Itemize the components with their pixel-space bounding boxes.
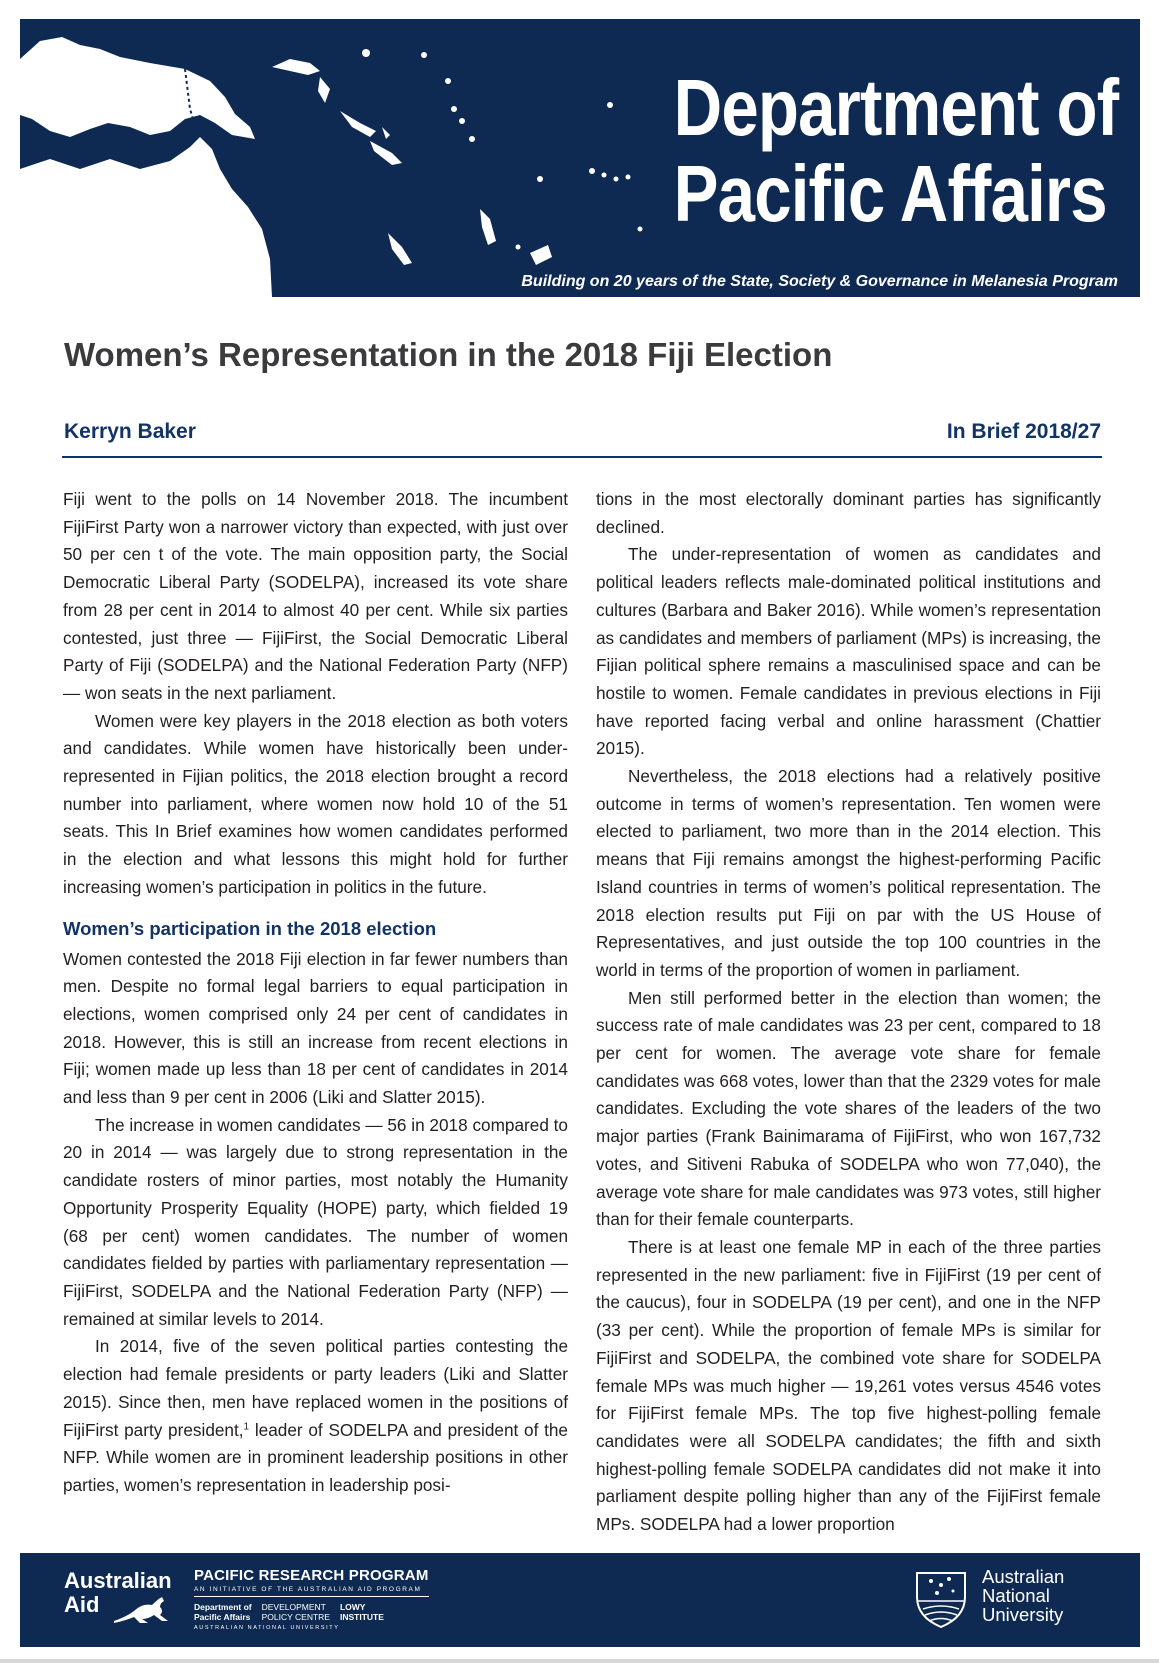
paragraph: There is at least one female MP in each of the three parties represented in the new parliament: five in FijiFirst (19 per cent of the caucus), four in SODELPA (19 per cent), and one in the NFP (33 per cent). While the proportion of female MPs is similar for FijiFirst and SODELPA, the combined vote share for SODELPA female MPs was much higher — 19,261 votes versus 4546 votes for FijiFirst female MPs. The top five highest-polling female candidates were all SODELPA candidates; the fifth and sixth highest-polling female SODELPA candidates did not make it into parliament despite polling higher than any of the FijiFirst female MPs. SODELPA had a lower proportion — [596, 1236, 1101, 1535]
document-title: Women’s Representation in the 2018 Fiji Election — [64, 336, 833, 373]
pacific-research-program-logo — [194, 1567, 429, 1631]
footer-banner — [20, 1553, 1140, 1647]
left-column — [63, 486, 568, 1500]
paragraph: The increase in women candidates — 56 in 2018 compared to 20 in 2014 — was largely due to strong representation in the candidate rosters of minor parties, most notably the Humanity Opportunity Prosperity Equality (HOPE) party, which fielded 19 (68 per cent) women candidates. The number of women candidates fielded by parties with parliamentary representation — FijiFirst, SODELPA and the National Federation Party (NFP) — remained at similar levels to 2014. — [63, 1114, 568, 1329]
paragraph: Fiji went to the polls on 14 November 2018. The incumbent FijiFirst Party won a narrower victory than expected, with just over 50 per cen t of the vote. The main opposition party, the Social Democratic Liberal Party (SODELPA), increased its vote share from 28 per cent in 2014 to almost 40 per cent. While six parties contested, just three — FijiFirst, the Social Democratic Liberal Party of Fiji (SODELPA) and the National Federation Party (NFP) — won seats in the next parliament. — [63, 489, 568, 703]
lowy-logo-line1: LOWY — [339, 1602, 366, 1612]
header-banner — [20, 19, 1140, 297]
series-number: In Brief 2018/27 — [946, 420, 1101, 443]
anu-line1: Australian — [982, 1566, 1065, 1587]
lowy-logo-line2: INSTITUTE — [339, 1612, 384, 1622]
title-divider — [62, 456, 1102, 458]
dpa-logo — [194, 1602, 252, 1622]
anu-line3: University — [982, 1604, 1064, 1625]
department-title-line1: Department of — [673, 63, 1118, 152]
dpc-logo-line1: DEVELOPMENT — [261, 1602, 326, 1612]
dpa-logo-line2: Pacific Affairs — [194, 1612, 251, 1622]
pacific-map-graphic — [20, 19, 720, 297]
paragraph: Women were key players in the 2018 election as both voters and candidates. While women have historically been under-represented in Fijian politics, the 2018 election brought a record number into parliament, where women now hold 10 of the 51 seats. This In Brief examines how women candidates performed in the election and what lessons this might hold for further increasing women’s participation in politics in the future. — [63, 710, 568, 897]
paragraph: Nevertheless, the 2018 elections had a relatively positive outcome in terms of women’s representation. Ten women were elected to parliament, two more than in the 2014 election. This means that Fiji remains amongst the highest-performing Pacific Island countries in terms of women’s political representation. The 2018 election results put Fiji on par with the US House of Representatives, and just outside the top 100 countries in the world in terms of the proportion of women in parliament. — [596, 766, 1101, 980]
paragraph: Men still performed better in the election than women; the success rate of male candidates was 23 per cent, compared to 18 per cent for women. The average vote share for female candidates was 668 votes, lower than that the 2329 votes for male candidates. Excluding the vote shares of the leaders of the two major parties (Frank Bainimarama of FijiFirst, who won 167,732 votes, and Sitiveni Rabuka of SODELPA who won 77,040), the average vote share for male candidates was 973 votes, still higher than for their female counterparts. — [596, 987, 1101, 1230]
prp-title: PACIFIC RESEARCH PROGRAM — [194, 1567, 429, 1584]
dpa-logo-line1: Department of — [194, 1602, 252, 1612]
dpc-logo — [262, 1602, 330, 1622]
anu-crest-icon — [909, 1567, 973, 1631]
lowy-logo — [340, 1602, 384, 1622]
banner-tagline: Building on 20 years of the State, Society & Governance in Melanesia Program — [521, 273, 1118, 290]
right-column — [596, 486, 1101, 1539]
partner-logos — [194, 1602, 429, 1622]
paragraph: Women contested the 2018 Fiji election in far fewer numbers than men. Despite no formal legal barriers to equal participation in elections, women comprised only 24 per cent of candidates in 2018. However, this is still an increase from recent elections in Fiji; women made up less than 18 per cent of candidates in 2014 and less than 9 per cent in 2006 (Liki and Slatter 2015). — [63, 948, 568, 1108]
author-name: Kerryn Baker — [64, 420, 196, 443]
anu-logo-text — [982, 1567, 1064, 1624]
anu-small-text: AUSTRALIAN NATIONAL UNIVERSITY — [194, 1625, 340, 1631]
anu-line2: National — [982, 1585, 1050, 1606]
australian-aid-line1: Australian — [64, 1568, 172, 1593]
department-title — [673, 65, 1118, 237]
australian-aid-line2: Aid — [64, 1592, 100, 1617]
paragraph — [63, 1333, 568, 1499]
paragraph: tions in the most electorally dominant parties has significantly declined. — [596, 489, 1101, 537]
paragraph-text: In 2014, five of the seven political parties contesting the election had female presidents or party leaders (Liki and Slatter 2015). Since then, men have replaced women in the positions of FijiFirst party president, — [63, 1336, 568, 1440]
page-bottom-edge — [0, 1659, 1159, 1663]
paragraph: The under-representation of women as candidates and political leaders reflects male-dominated political institutions and cultures (Barbara and Baker 2016). While women’s representation as candidates and members of parliament (MPs) is increasing, the Fijian political sphere remains a masculinised space and can be hostile to women. Female candidates in previous elections in Fiji have reported facing verbal and online harassment (Chattier 2015). — [596, 544, 1101, 759]
department-title-line2: Pacific Affairs — [673, 149, 1107, 238]
paragraph-text: leader of SODELPA and president of the NFP. While women are in prominent leadership positions in other parties, women’s representation in leadership posi- — [63, 1419, 568, 1495]
section-heading: Women’s participation in the 2018 election — [63, 917, 437, 939]
kangaroo-icon — [112, 1595, 172, 1625]
prp-subtitle: AN INITIATIVE OF THE AUSTRALIAN AID PROGRAM — [194, 1586, 429, 1597]
footnote-marker[interactable]: 1 — [243, 1420, 250, 1432]
dpc-logo-line2: POLICY CENTRE — [261, 1612, 330, 1622]
